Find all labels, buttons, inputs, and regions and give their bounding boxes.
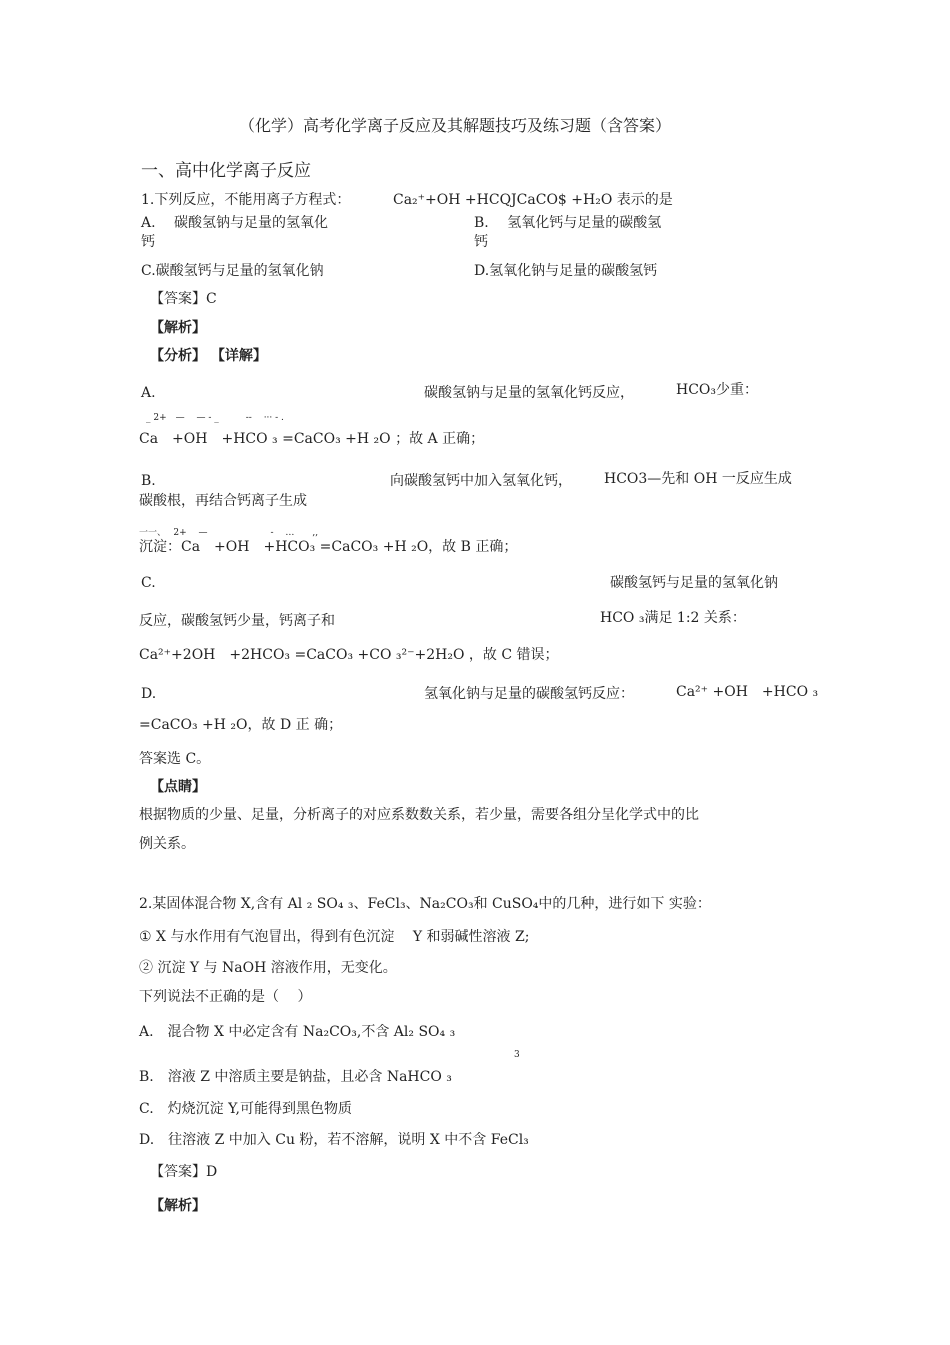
q1-stem-equation: Ca₂⁺+OH +HCQJCaCO$ +H₂O 表示的是 bbox=[393, 192, 673, 208]
q1-note-line1: 根据物质的少量、足量，分析离子的对应系数数关系，若少量，需要各组分呈化学式中的比 bbox=[139, 807, 699, 823]
q1-option-b-cont: 钙 bbox=[474, 234, 488, 250]
q1-c-text: 碳酸氢钙与足量的氢氧化钠 bbox=[610, 575, 778, 591]
q2-stem: 2.某固体混合物 X,含有 Al ₂ SO₄ ₃、FeCl₃、Na₂CO₃和 CuSO₄中的几种，进行如下 实验： bbox=[139, 896, 711, 912]
q1-b-text: 向碳酸氢钙中加入氢氧化钙， bbox=[390, 473, 572, 489]
q1-d-label: D. bbox=[141, 686, 157, 702]
q1-d-equation: =CaCO₃ +H ₂O，故 D 正 确； bbox=[139, 717, 343, 733]
q1-b-noise: 一一、 2+ — - … ,, bbox=[139, 528, 319, 538]
q2-option-a: A. 混合物 X 中必定含有 Na₂CO₃,不含 Al₂ SO₄ ₃ bbox=[139, 1024, 456, 1040]
q2-option-c: C. 灼烧沉淀 Y,可能得到黑色物质 bbox=[139, 1101, 353, 1117]
q1-b-equation: 沉淀：Ca +OH +HCO₃ =CaCO₃ +H ₂O，故 B 正确； bbox=[139, 539, 518, 555]
q1-c-line2: 反应，碳酸氢钙少量，钙离子和 bbox=[139, 613, 335, 629]
q1-b-tail: HCO3—先和 OH 一反应生成 bbox=[604, 471, 792, 487]
q2-option-d: D. 往溶液 Z 中加入 Cu 粉，若不溶解，说明 X 中不含 FeCl₃ bbox=[139, 1132, 529, 1148]
q2-statement-2: ② 沉淀 Y 与 NaOH 溶液作用，无变化。 bbox=[139, 960, 397, 976]
q1-d-tail: Ca²⁺ +OH +HCO ₃ bbox=[676, 684, 819, 700]
q2-answer: 【答案】D bbox=[150, 1164, 218, 1180]
q1-option-a: A. 碳酸氢钠与足量的氢氧化 bbox=[141, 215, 329, 231]
page-title: （化学）高考化学离子反应及其解题技巧及练习题（含答案） bbox=[239, 116, 672, 135]
q1-analysis-label: 【解析】 bbox=[150, 320, 206, 336]
q1-a-noise: _ 2+ — — - _ -- ··· - . bbox=[146, 413, 284, 423]
q2-option-b: B. 溶液 Z 中溶质主要是钠盐，且必含 NaHCO ₃ bbox=[139, 1069, 452, 1085]
q1-d-text: 氢氧化钠与足量的碳酸氢钙反应： bbox=[424, 686, 634, 702]
q2-analysis-label: 【解析】 bbox=[150, 1198, 206, 1214]
q1-c-label: C. bbox=[141, 575, 156, 591]
q1-c-tail: HCO ₃满足 1:2 关系： bbox=[600, 610, 746, 626]
q1-conclusion: 答案选 C。 bbox=[139, 751, 211, 767]
q1-c-equation: Ca²⁺+2OH +2HCO₃ =CaCO₃ +CO ₃²⁻+2H₂O ，故 C 错误； bbox=[139, 647, 559, 663]
q1-note-line2: 例关系。 bbox=[139, 836, 195, 852]
q1-b-label: B. bbox=[141, 473, 156, 489]
q1-option-c: C.碳酸氢钙与足量的氢氧化钠 bbox=[141, 263, 324, 279]
q1-option-a-cont: 钙 bbox=[141, 234, 155, 250]
q1-option-b: B. 氢氧化钙与足量的碳酸氢 bbox=[474, 215, 662, 231]
q1-a-equation: Ca +OH +HCO ₃ =CaCO₃ +H ₂O ；故 A 正确； bbox=[139, 431, 485, 447]
q1-stem: 1.下列反应，不能用离子方程式： bbox=[141, 192, 351, 208]
section-heading: 一、高中化学离子反应 bbox=[141, 161, 311, 181]
q1-option-d: D.氢氧化钠与足量的碳酸氢钙 bbox=[474, 263, 658, 279]
q2-statement-1: ① X 与水作用有气泡冒出，得到有色沉淀 Y 和弱碱性溶液 Z; bbox=[139, 929, 530, 945]
q1-fenxi-label: 【分析】 【详解】 bbox=[150, 348, 267, 364]
q2-option-a-subscript: 3 bbox=[514, 1050, 520, 1060]
q1-answer: 【答案】C bbox=[150, 291, 217, 307]
q1-a-text: 碳酸氢钠与足量的氢氧化钙反应， bbox=[424, 385, 634, 401]
q1-a-tail: HCO₃少重： bbox=[676, 382, 759, 398]
q1-a-label: A. bbox=[141, 385, 156, 401]
q1-b-line2: 碳酸根，再结合钙离子生成 bbox=[139, 493, 307, 509]
q1-dianjing-label: 【点睛】 bbox=[150, 779, 206, 795]
q2-question: 下列说法不正确的是（ ） bbox=[139, 989, 312, 1005]
